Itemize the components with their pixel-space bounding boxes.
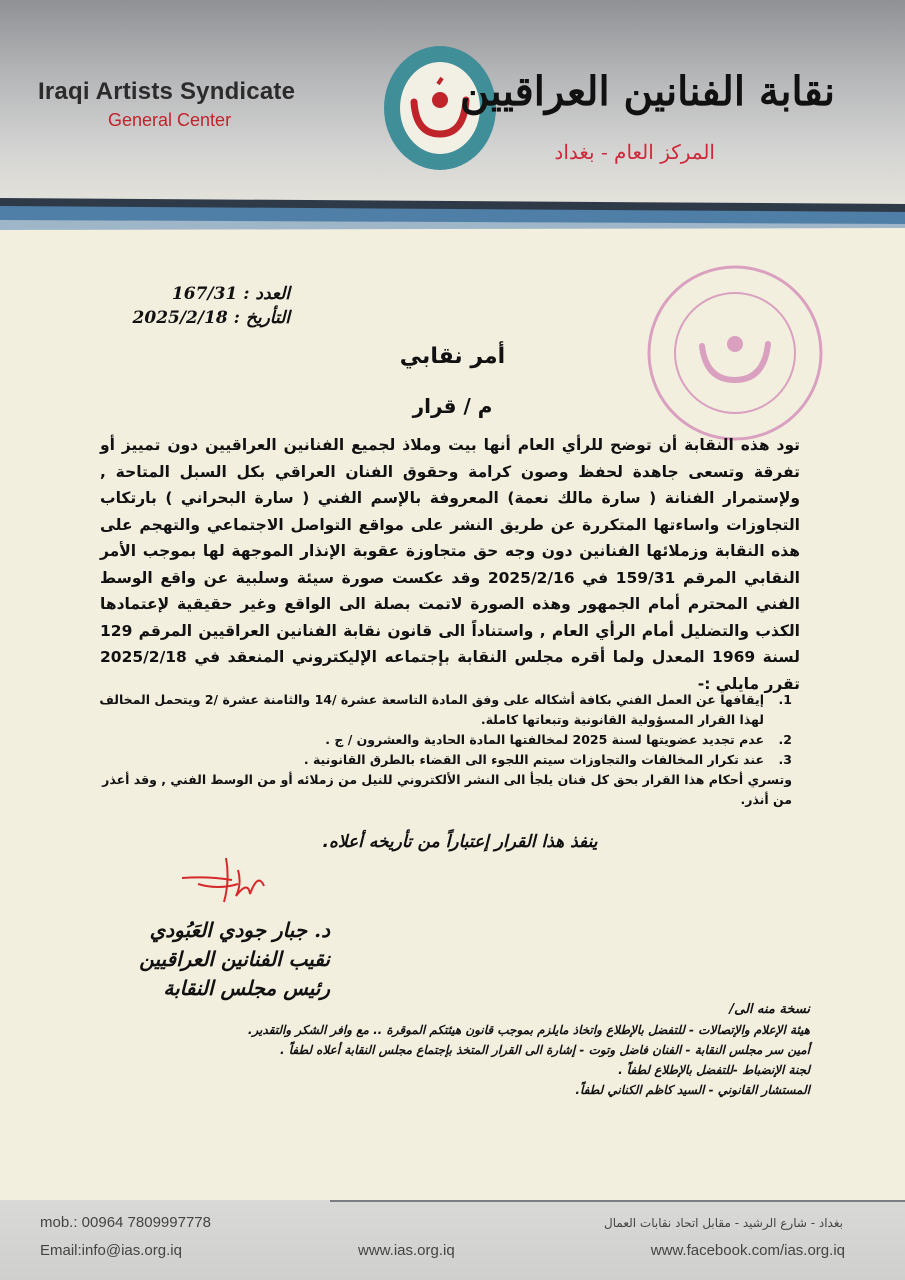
footer-address: بغداد - شارع الرشيد - مقابل اتحاد نقابات العمال [604, 1216, 843, 1230]
decision-item [92, 750, 792, 770]
signer-block [120, 916, 330, 1003]
decision-number: 1. [778, 692, 792, 707]
decision-number: 2. [778, 732, 792, 747]
header-wave-band [0, 196, 905, 236]
footer-mobile: mob.: 00964 7809997778 [40, 1214, 211, 1231]
arabic-org-subtitle: المركز العام - بغداد [554, 140, 715, 164]
footer-facebook[interactable]: www.facebook.com/ias.org.iq [650, 1242, 845, 1259]
closing-note: وتسري أحكام هذا القرار بحق كل فنان يلجأ الى النشر الألكتروني للنيل من زملائه أو من الوسط الفني , وقد أعذر من أنذر. [102, 772, 792, 807]
footer-divider [330, 1200, 905, 1202]
decision-text: إيقافها عن العمل الفني بكافة أشكاله على وفق المادة التاسعة عشرة /14 والثامنة عشرة /2 ويتحمل المخالف لهذا القرار المسؤولية القانونية وتبعاتها كاملة. [99, 692, 764, 727]
signer-title: نقيب الفنانين العراقيين [139, 947, 330, 971]
signer-title-secondary: رئيس مجلس النقابة [163, 976, 330, 1000]
footer-bar [0, 1200, 905, 1280]
decision-item [92, 690, 792, 730]
arabic-org-name: نقابة الفنانين العراقيين [460, 68, 835, 115]
copy-recipient: لجنة الإنضباط -للتفضل بالإطلاع لطفاً . [618, 1063, 810, 1077]
decision-text: عدم تجديد عضويتها لسنة 2025 لمخالفتها المادة الحادية والعشرون / ج . [325, 732, 764, 747]
order-title: أمر نقابي [399, 344, 506, 369]
reference-block [110, 282, 290, 330]
decision-list [92, 690, 792, 810]
order-subtitle: م / قرار [412, 394, 493, 418]
copy-recipient: هيئة الإعلام والإتصالات - للتفضل بالإطلاع واتخاذ مايلزم بموجب قانون هيئتكم الموقرة .. مع وافر الشكر والتقدير. [247, 1023, 810, 1037]
english-org-subtitle: General Center [108, 110, 232, 130]
reference-number: العدد : 167/31 [171, 284, 290, 304]
copies-title: نسخة منه الى/ [729, 1002, 810, 1017]
order-body-paragraph: تود هذه النقابة أن توضح للرأي العام أنها بيت وملاذ لجميع الفنانين العراقيين دون تمييز أو تفرقة وتسعى جاهدة لحفظ وصون كرامة وحقوق الفنان العراقي بكل السبل المتاحة , ولإستمرار الفنانة ( سارة مالك نعمة) المعروفة بالإسم الفني ( سارة البحراني ) بارتكاب التجاوزات واساءتها المتكررة عن طريق النشر على مواقع التواصل الاجتماعي والتهجم على هذه النقابة وزملائها الفنانين دون وجه حق متجاوزة عقوبة الإنذار الموجهة لها بموجب الأمر النقابي المرقم 159/31 في 2025/2/16 وقد عكست صورة سيئة وسلبية عن واقع الوسط الفني المحترم أمام الجمهور وهذه الصورة لاتمت بصلة الى الواقع وغير حقيقية لإعتمادها الكذب والتضليل أمام الرأي العام , واستناداً الى قانون نقابة الفنانين العراقيين المرقم 129 لسنة 1969 المعدل ولما أقره مجلس النقابة بإجتماعه الإليكتروني المنعقد في 2025/2/18 تقرر مايلي :- [100, 436, 800, 693]
copy-recipient: المستشار القانوني - السيد كاظم الكناني لطفاً. [575, 1083, 810, 1097]
footer-website[interactable]: www.ias.org.iq [358, 1242, 455, 1259]
footer-email[interactable]: Email:info@ias.org.iq [40, 1242, 182, 1259]
english-org-name: Iraqi Artists Syndicate [38, 78, 296, 105]
signer-name: د. جبار جودي العَبُودي [149, 918, 330, 942]
decision-number: 3. [778, 752, 792, 767]
reference-date: التأريخ : 2025/2/18 [132, 308, 290, 328]
decision-item [92, 730, 792, 750]
copy-recipient: أمين سر مجلس النقابة - الفنان فاضل وتوت - إشارة الى القرار المتخذ بإجتماع مجلس النقابة أعلاه لطفاً . [280, 1043, 810, 1057]
decision-text: عند تكرار المخالفات والتجاوزات سيتم اللجوء الى القضاء بالطرق القانونية . [303, 752, 764, 767]
execution-statement: ينفذ هذا القرار إعتباراً من تأريخه أعلاه. [322, 832, 598, 852]
copies-to-block [90, 1000, 810, 1100]
handwritten-signature [178, 850, 298, 910]
